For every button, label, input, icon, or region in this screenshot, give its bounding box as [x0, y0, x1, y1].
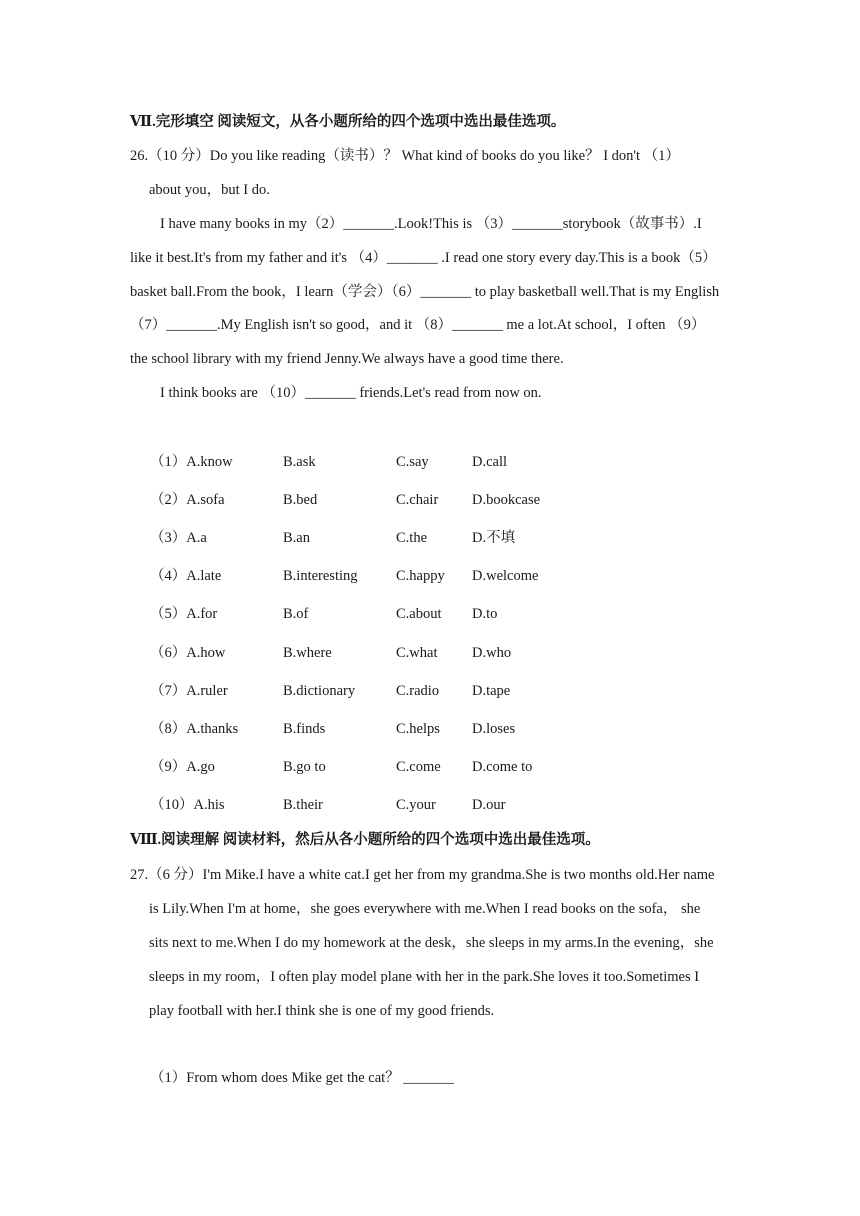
passage-line: like it best.It's from my father and it's （4）_______ .I read one story every day.This is a book（5） — [130, 250, 717, 266]
option-b: B.bed — [283, 492, 318, 508]
option-b: B.of — [283, 606, 309, 622]
option-a: （3）A.a — [150, 530, 207, 546]
option-a: （10）A.his — [150, 797, 225, 813]
option-b: B.their — [283, 797, 323, 813]
option-row — [0, 604, 860, 624]
option-d: D.不填 — [472, 530, 516, 546]
option-row — [0, 566, 860, 586]
option-c: C.say — [396, 454, 429, 470]
passage-line: I have many books in my（2）_______.Look!This is （3）_______storybook（故事书）.I — [160, 216, 702, 232]
passage-closing: I think books are （10）_______ friends.Let's read from now on. — [160, 385, 542, 401]
option-row — [0, 795, 860, 815]
option-c: C.come — [396, 759, 441, 775]
option-a: （9）A.go — [150, 759, 215, 775]
option-b: B.dictionary — [283, 683, 356, 699]
option-c: C.what — [396, 645, 438, 661]
q26-line2: about you，but I do. — [149, 182, 270, 198]
q26-line1: 26.（10 分）Do you like reading（读书）？ What kind of books do you like？ I don't （1） — [130, 148, 680, 164]
section7-heading: Ⅶ.完形填空 阅读短文，从各小题所给的四个选项中选出最佳选项。 — [130, 114, 566, 130]
option-a: （7）A.ruler — [150, 683, 228, 699]
option-d: D.welcome — [472, 568, 539, 584]
q27-sub1: （1）From whom does Mike get the cat？ _______ — [150, 1070, 455, 1086]
option-d: D.loses — [472, 721, 516, 737]
section8-heading: Ⅷ.阅读理解 阅读材料，然后从各小题所给的四个选项中选出最佳选项。 — [130, 832, 600, 848]
passage-line: basket ball.From the book，I learn（学会）（6）_______ to play basketball well.That is my English — [130, 284, 720, 300]
q27-line: sleeps in my room，I often play model plane with her in the park.She loves it too.Sometimes I — [149, 969, 700, 985]
option-row — [0, 719, 860, 739]
q27-line: is Lily.When I'm at home，she goes everywhere with me.When I read books on the sofa， she — [149, 901, 701, 917]
q27-line: 27.（6 分）I'm Mike.I have a white cat.I get her from my grandma.She is two months old.Her name — [130, 867, 715, 883]
option-row — [0, 452, 860, 472]
option-b: B.where — [283, 645, 332, 661]
option-a: （1）A.know — [150, 454, 233, 470]
option-d: D.to — [472, 606, 498, 622]
option-b: B.interesting — [283, 568, 358, 584]
option-d: D.our — [472, 797, 506, 813]
option-b: B.ask — [283, 454, 316, 470]
option-c: C.chair — [396, 492, 439, 508]
option-c: C.happy — [396, 568, 445, 584]
option-d: D.tape — [472, 683, 511, 699]
option-row — [0, 757, 860, 777]
option-a: （2）A.sofa — [150, 492, 225, 508]
q27-line: sits next to me.When I do my homework at the desk，she sleeps in my arms.In the evening，she — [149, 935, 714, 951]
option-a: （5）A.for — [150, 606, 218, 622]
option-a: （6）A.how — [150, 645, 226, 661]
option-c: C.the — [396, 530, 428, 546]
option-a: （8）A.thanks — [150, 721, 239, 737]
option-row — [0, 681, 860, 701]
option-d: D.call — [472, 454, 508, 470]
option-b: B.finds — [283, 721, 326, 737]
passage-line: （7）_______.My English isn't so good，and it （8）_______ me a lot.At school，I often （9） — [130, 317, 706, 333]
q27-line: play football with her.I think she is one of my good friends. — [149, 1003, 495, 1019]
option-c: C.radio — [396, 683, 440, 699]
option-d: D.who — [472, 645, 512, 661]
option-row — [0, 643, 860, 663]
option-d: D.come to — [472, 759, 533, 775]
option-c: C.your — [396, 797, 436, 813]
option-a: （4）A.late — [150, 568, 222, 584]
option-row — [0, 490, 860, 510]
option-row — [0, 528, 860, 548]
option-b: B.an — [283, 530, 310, 546]
passage-line: the school library with my friend Jenny.We always have a good time there. — [130, 351, 564, 367]
option-c: C.helps — [396, 721, 440, 737]
option-b: B.go to — [283, 759, 326, 775]
option-d: D.bookcase — [472, 492, 541, 508]
option-c: C.about — [396, 606, 442, 622]
